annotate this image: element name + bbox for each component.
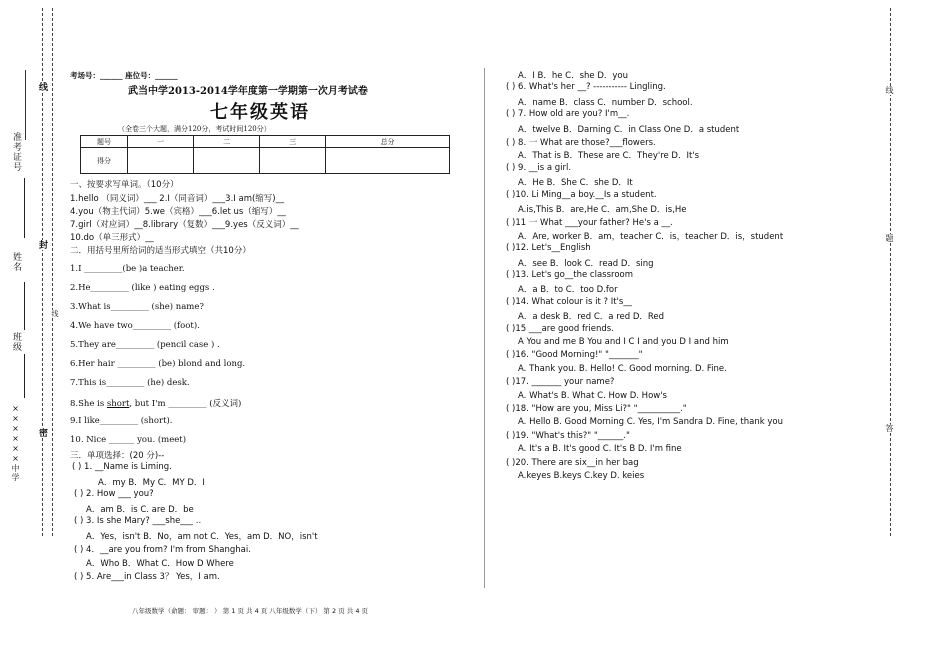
question-line: ( )16. "Good Morning!" "_______" xyxy=(506,350,643,361)
right-mark-da: 答 xyxy=(885,424,894,433)
options-line: A．see B．look C．read D．sing xyxy=(518,258,654,269)
options-line: A. Hello B. Good Morning C. Yes, I'm Sandra D. Fine, thank you xyxy=(518,417,783,428)
cut-line-dashed-inner xyxy=(52,8,53,536)
question-line: ( ) 4．__are you from? I'm from Shanghai. xyxy=(74,545,251,555)
options-line: A. What's B. What C. How D. How's xyxy=(518,390,667,401)
section3-title: 三．单项选择：(20 分)-- xyxy=(70,451,165,461)
question-line: ( )10. Li Ming__a boy.__Is a student. xyxy=(506,189,657,200)
options-line: A．twelve B．Darning C．in Class One D．a student xyxy=(518,124,740,135)
options-line: A．a B．to C．too D.for xyxy=(518,285,618,296)
question-line: ( )17. _______ your name? xyxy=(506,377,615,388)
cut-mark-mi: 密 xyxy=(37,428,47,438)
question-line: ( ) 2. How ___ you? xyxy=(74,489,154,499)
score-header-cell: 一 xyxy=(128,136,194,148)
section1-line: 10.do（单三形式）__ xyxy=(70,233,154,243)
exam-number-fill-line xyxy=(24,178,25,238)
section2-title: 二．用括号里所给词的适当形式填空（共10分） xyxy=(70,246,251,256)
exam-info: （全卷三个大题，满分120分，考试时间120分） xyxy=(118,125,271,133)
question-line: ( )18. "How are you, Miss Li?" "__________." xyxy=(506,404,687,414)
section2-item8-underlined-word: short xyxy=(106,399,130,409)
question-line: ( )19. "What's this?" "______." xyxy=(506,430,630,441)
right-mark-xian: 线 xyxy=(885,86,894,95)
section2-item8-post: , but I'm _________ (反义词) xyxy=(129,399,242,409)
question-line: ( ) 5. Are___in Class 3？ Yes，I am. xyxy=(74,572,220,582)
options-line: A．Who B．What C．How D Where xyxy=(86,559,234,569)
section2-item: 10. Nice ______ you. (meet) xyxy=(70,435,187,445)
options-line: A．He B．She C．she D．It xyxy=(518,178,633,189)
question-line: ( )15 ___are good friends. xyxy=(506,323,614,334)
section2-item8-pre: 8.She is xyxy=(70,399,107,409)
options-line: A.keyes B.keys C.key D. keies xyxy=(518,471,645,481)
options-line: A.is,This B．are,He C．am,She D．is,He xyxy=(518,205,687,215)
question-line: ( )12. Let's__English xyxy=(506,243,591,254)
options-line: A．Are, worker B．am，teacher C．is，teacher D．is，student xyxy=(518,231,784,242)
right-mark-ti: 题 xyxy=(885,234,894,243)
section1-line: 1.hello （同义词）___ 2.I（同音词）___3.I am(缩写)__ xyxy=(70,194,285,204)
question-line: ( )11 一 What ___your father? He's a __. xyxy=(506,218,673,229)
score-header-cell: 三 xyxy=(260,136,326,148)
score-row-label: 得分 xyxy=(81,148,128,174)
options-line: A. Thank you. B. Hello! C. Good morning. D. Fine. xyxy=(518,363,727,374)
score-cell-1[interactable] xyxy=(128,148,194,174)
section2-item: 5.They are_________ (pencil case ) . xyxy=(70,340,220,350)
page-footer: 八年级数学（命题： 审题： ） 第 1 页 共 4 页 八年级数学（下） 第 2 页 共 4 页 xyxy=(132,607,369,615)
score-table xyxy=(80,135,450,174)
question-line: ( ) 6. What's her __? ----------- Lingling. xyxy=(506,82,666,93)
cut-mark-feng: 封 xyxy=(37,240,47,250)
section2-item: 4.We have two_________ (foot). xyxy=(70,321,200,331)
options-line: A．Yes，isn't B．No，am not C．Yes，am D．NO，isn't xyxy=(86,532,318,542)
section2-item: 9.I like_________ (short). xyxy=(70,416,173,426)
class-fill-line xyxy=(24,354,25,398)
name-label: 姓名 xyxy=(11,252,21,272)
options-line: A．name B．class C．number D．school. xyxy=(518,97,693,108)
section2-item-8 xyxy=(70,397,241,409)
exam-number-line xyxy=(25,70,26,140)
options-line: A You and me B You and I C I and you D I and him xyxy=(518,337,729,347)
options-line: A．That is B．These are C．They're D．It's xyxy=(518,151,700,162)
section1-line: 4.you（物主代词）5.we（宾格）___6.let us（缩写）__ xyxy=(70,207,286,217)
section2-item: 1.I _________(be )a teacher. xyxy=(70,264,185,274)
options-line: A．am B．is C. are D．be xyxy=(86,505,194,515)
section2-item: 6.Her hair _________ (be) blond and long. xyxy=(70,359,246,369)
score-header-cell: 总分 xyxy=(326,136,450,148)
question-line: ( )20. There are six__in her bag xyxy=(506,457,639,468)
options-line: A．a desk B．red C．a red D．Red xyxy=(518,312,665,323)
question-line: ( ) 8. 一 What are those?___flowers. xyxy=(506,138,656,148)
question-line: ( )14. What colour is it ? It's__ xyxy=(506,296,632,307)
options-line: A. It's a B. It's good C. It's B D. I'm fine xyxy=(518,444,682,455)
options-line: A．my B．My C．MY D．I xyxy=(98,478,205,488)
page-divider xyxy=(484,68,485,588)
question-line: ( ) 7. How old are you? I'm__. xyxy=(506,109,630,120)
class-label: 班级 xyxy=(11,332,21,352)
score-header-cell: 二 xyxy=(194,136,260,148)
question-line: ( ) 9. __is a girl. xyxy=(506,162,572,173)
score-cell-2[interactable] xyxy=(194,148,260,174)
score-cell-3[interactable] xyxy=(260,148,326,174)
section1-line: 7.girl（对应词）__8.library（复数）___9.yes（反义词）__ xyxy=(70,220,299,230)
section2-item: 3.What is_________ (she) name? xyxy=(70,302,204,312)
section1-title: 一、按要求写单词。（10分） xyxy=(70,180,179,190)
exam-number-label: 准考证号 xyxy=(11,132,21,172)
question-line: ( ) 3. Is she Mary? ___she___ .. xyxy=(74,516,202,526)
main-title: 七年级英语 xyxy=(210,102,310,123)
score-header-cell: 题号 xyxy=(81,136,128,148)
school-label: ××××××中学 xyxy=(11,404,20,482)
question-line: ( )13. Let's go__the classroom xyxy=(506,270,634,280)
options-line: A．I B．he C．she D．you xyxy=(518,71,629,81)
cut-mark-xian-inner: 线 xyxy=(51,310,59,318)
question-line: ( ) 1. __Name is Liming. xyxy=(72,462,172,472)
section2-item: 2.He_________ (like ) eating eggs . xyxy=(70,283,215,293)
name-fill-line xyxy=(24,282,25,330)
section2-item: 7.This is_________ (he) desk. xyxy=(70,378,190,388)
score-cell-total[interactable] xyxy=(326,148,450,174)
school-title: 武当中学2013-2014学年度第一学期第一次月考试卷 xyxy=(128,86,368,97)
room-seat-label: 考场号：______ 座位号：______ xyxy=(70,71,178,80)
cut-mark-xian: 线 xyxy=(37,82,47,92)
